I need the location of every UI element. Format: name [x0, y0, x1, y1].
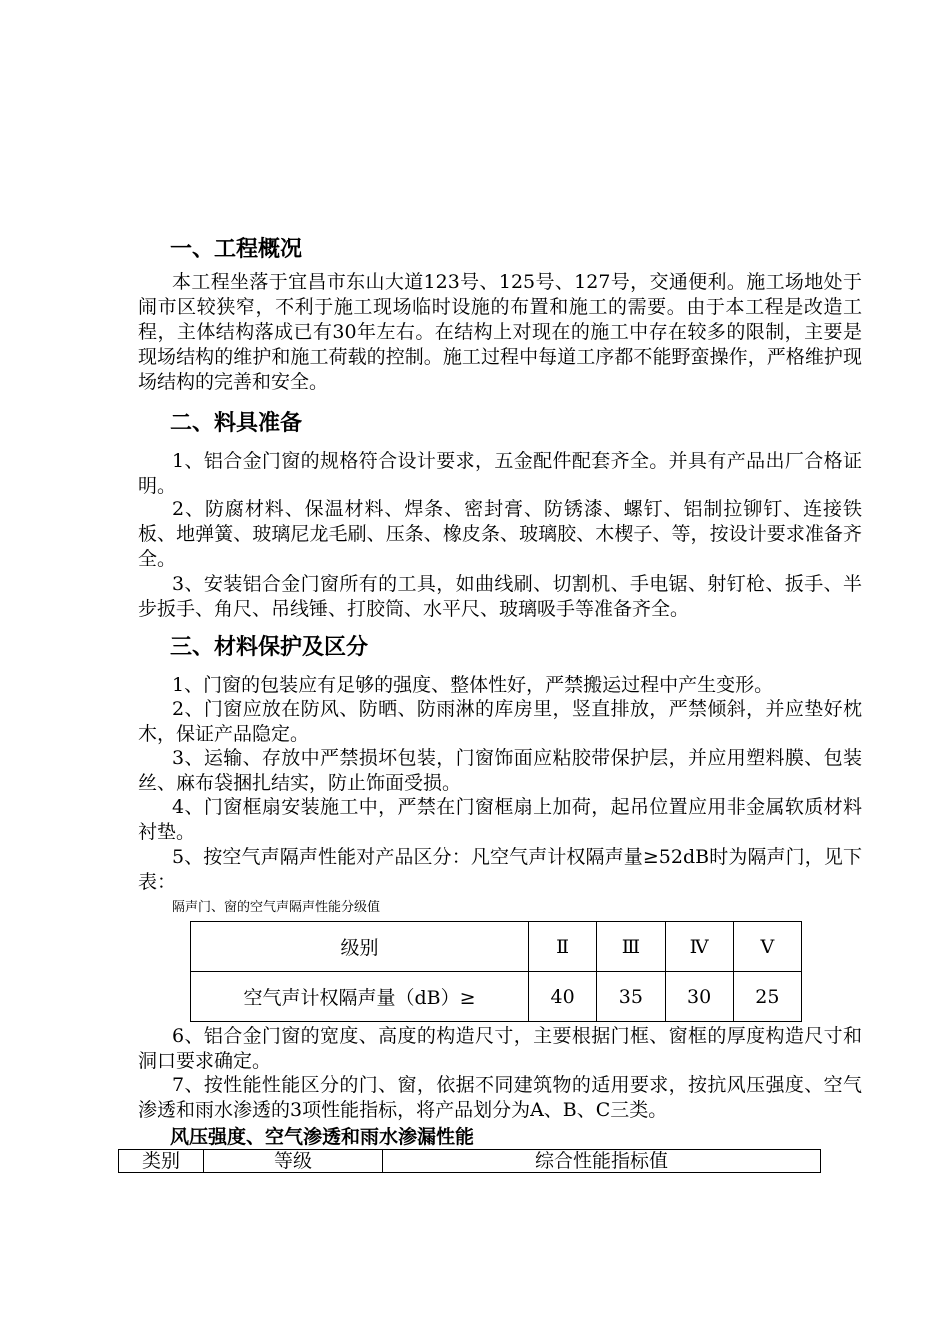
paragraph-protection-3: 3、运输、存放中严禁损坏包装，门窗饰面应粘胶带保护层，并应用塑料膜、包装丝、麻布袋捆扎结实，防止饰面受损。 — [138, 747, 862, 794]
paragraph-protection-5: 5、按空气声隔声性能对产品区分：凡空气声计权隔声量≥52dB时为隔声门，见下表： — [138, 846, 862, 893]
table-row — [191, 922, 802, 972]
table-cell: 30 — [665, 972, 733, 1022]
table-cell: 类别 — [119, 1150, 204, 1173]
table-cell: 级别 — [191, 922, 529, 972]
paragraph-classification: 7、按性能性能区分的门、窗，依据不同建筑物的适用要求，按抗风压强度、空气渗透和雨水渗透的3项性能指标，将产品划分为A、B、C三类。 — [138, 1074, 862, 1121]
sound-insulation-table — [190, 921, 802, 1022]
table-cell: 40 — [529, 972, 597, 1022]
paragraph-overview: 本工程坐落于宜昌市东山大道123号、125号、127号，交通便利。施工场地处于闹市区较狭窄，不利于施工现场临时设施的布置和施工的需要。由于本工程是改造工程，主体结构落成已有30年左右。在结构上对现在的施工中存在较多的限制，主要是现场结构的维护和施工荷载的控制。施工过程中每道工序都不能野蛮操作，严格维护现场结构的完善和安全。 — [138, 271, 862, 393]
section-heading-overview: 一、工程概况 — [170, 236, 303, 262]
table-cell: Ⅱ — [529, 922, 597, 972]
paragraph-materials-1: 1、铝合金门窗的规格符合设计要求，五金配件配套齐全。并具有产品出厂合格证明。 — [138, 450, 862, 497]
table-row — [191, 972, 802, 1022]
section-heading-materials: 二、料具准备 — [170, 410, 303, 436]
paragraph-protection-4: 4、门窗框扇安装施工中，严禁在门窗框扇上加荷，起吊位置应用非金属软质材料衬垫。 — [138, 796, 862, 843]
paragraph-materials-2: 2、防腐材料、保温材料、焊条、密封膏、防锈漆、螺钉、铝制拉铆钉、连接铁板、地弹簧、玻璃尼龙毛刷、压条、橡皮条、玻璃胶、木楔子、等，按设计要求准备齐全。 — [138, 498, 862, 570]
table-cell: 35 — [597, 972, 665, 1022]
paragraph-protection-1: 1、门窗的包装应有足够的强度、整体性好，严禁搬运过程中产生变形。 — [172, 674, 774, 696]
table-cell: 综合性能指标值 — [383, 1150, 821, 1173]
table-cell: Ⅲ — [597, 922, 665, 972]
performance-table — [118, 1149, 821, 1173]
paragraph-dimensions: 6、铝合金门窗的宽度、高度的构造尺寸，主要根据门框、窗框的厚度构造尺寸和洞口要求确定。 — [138, 1025, 862, 1072]
paragraph-materials-3: 3、安装铝合金门窗所有的工具，如曲线刷、切割机、手电锯、射钉枪、扳手、半步扳手、角尺、吊线锤、打胶筒、水平尺、玻璃吸手等准备齐全。 — [138, 573, 862, 620]
table-cell: Ⅳ — [665, 922, 733, 972]
sound-table-caption: 隔声门、窗的空气声隔声性能分级值 — [172, 900, 381, 915]
paragraph-protection-2: 2、门窗应放在防风、防晒、防雨淋的库房里，竖直排放，严禁倾斜，并应垫好枕木，保证产品隐定。 — [138, 698, 862, 745]
table-cell: Ⅴ — [733, 922, 801, 972]
table-cell: 25 — [733, 972, 801, 1022]
table-cell: 空气声计权隔声量（dB）≥ — [191, 972, 529, 1022]
table-row — [119, 1150, 821, 1173]
section-heading-protection: 三、材料保护及区分 — [170, 634, 369, 660]
perf-table-title: 风压强度、空气渗透和雨水渗漏性能 — [170, 1126, 475, 1148]
table-cell: 等级 — [204, 1150, 383, 1173]
